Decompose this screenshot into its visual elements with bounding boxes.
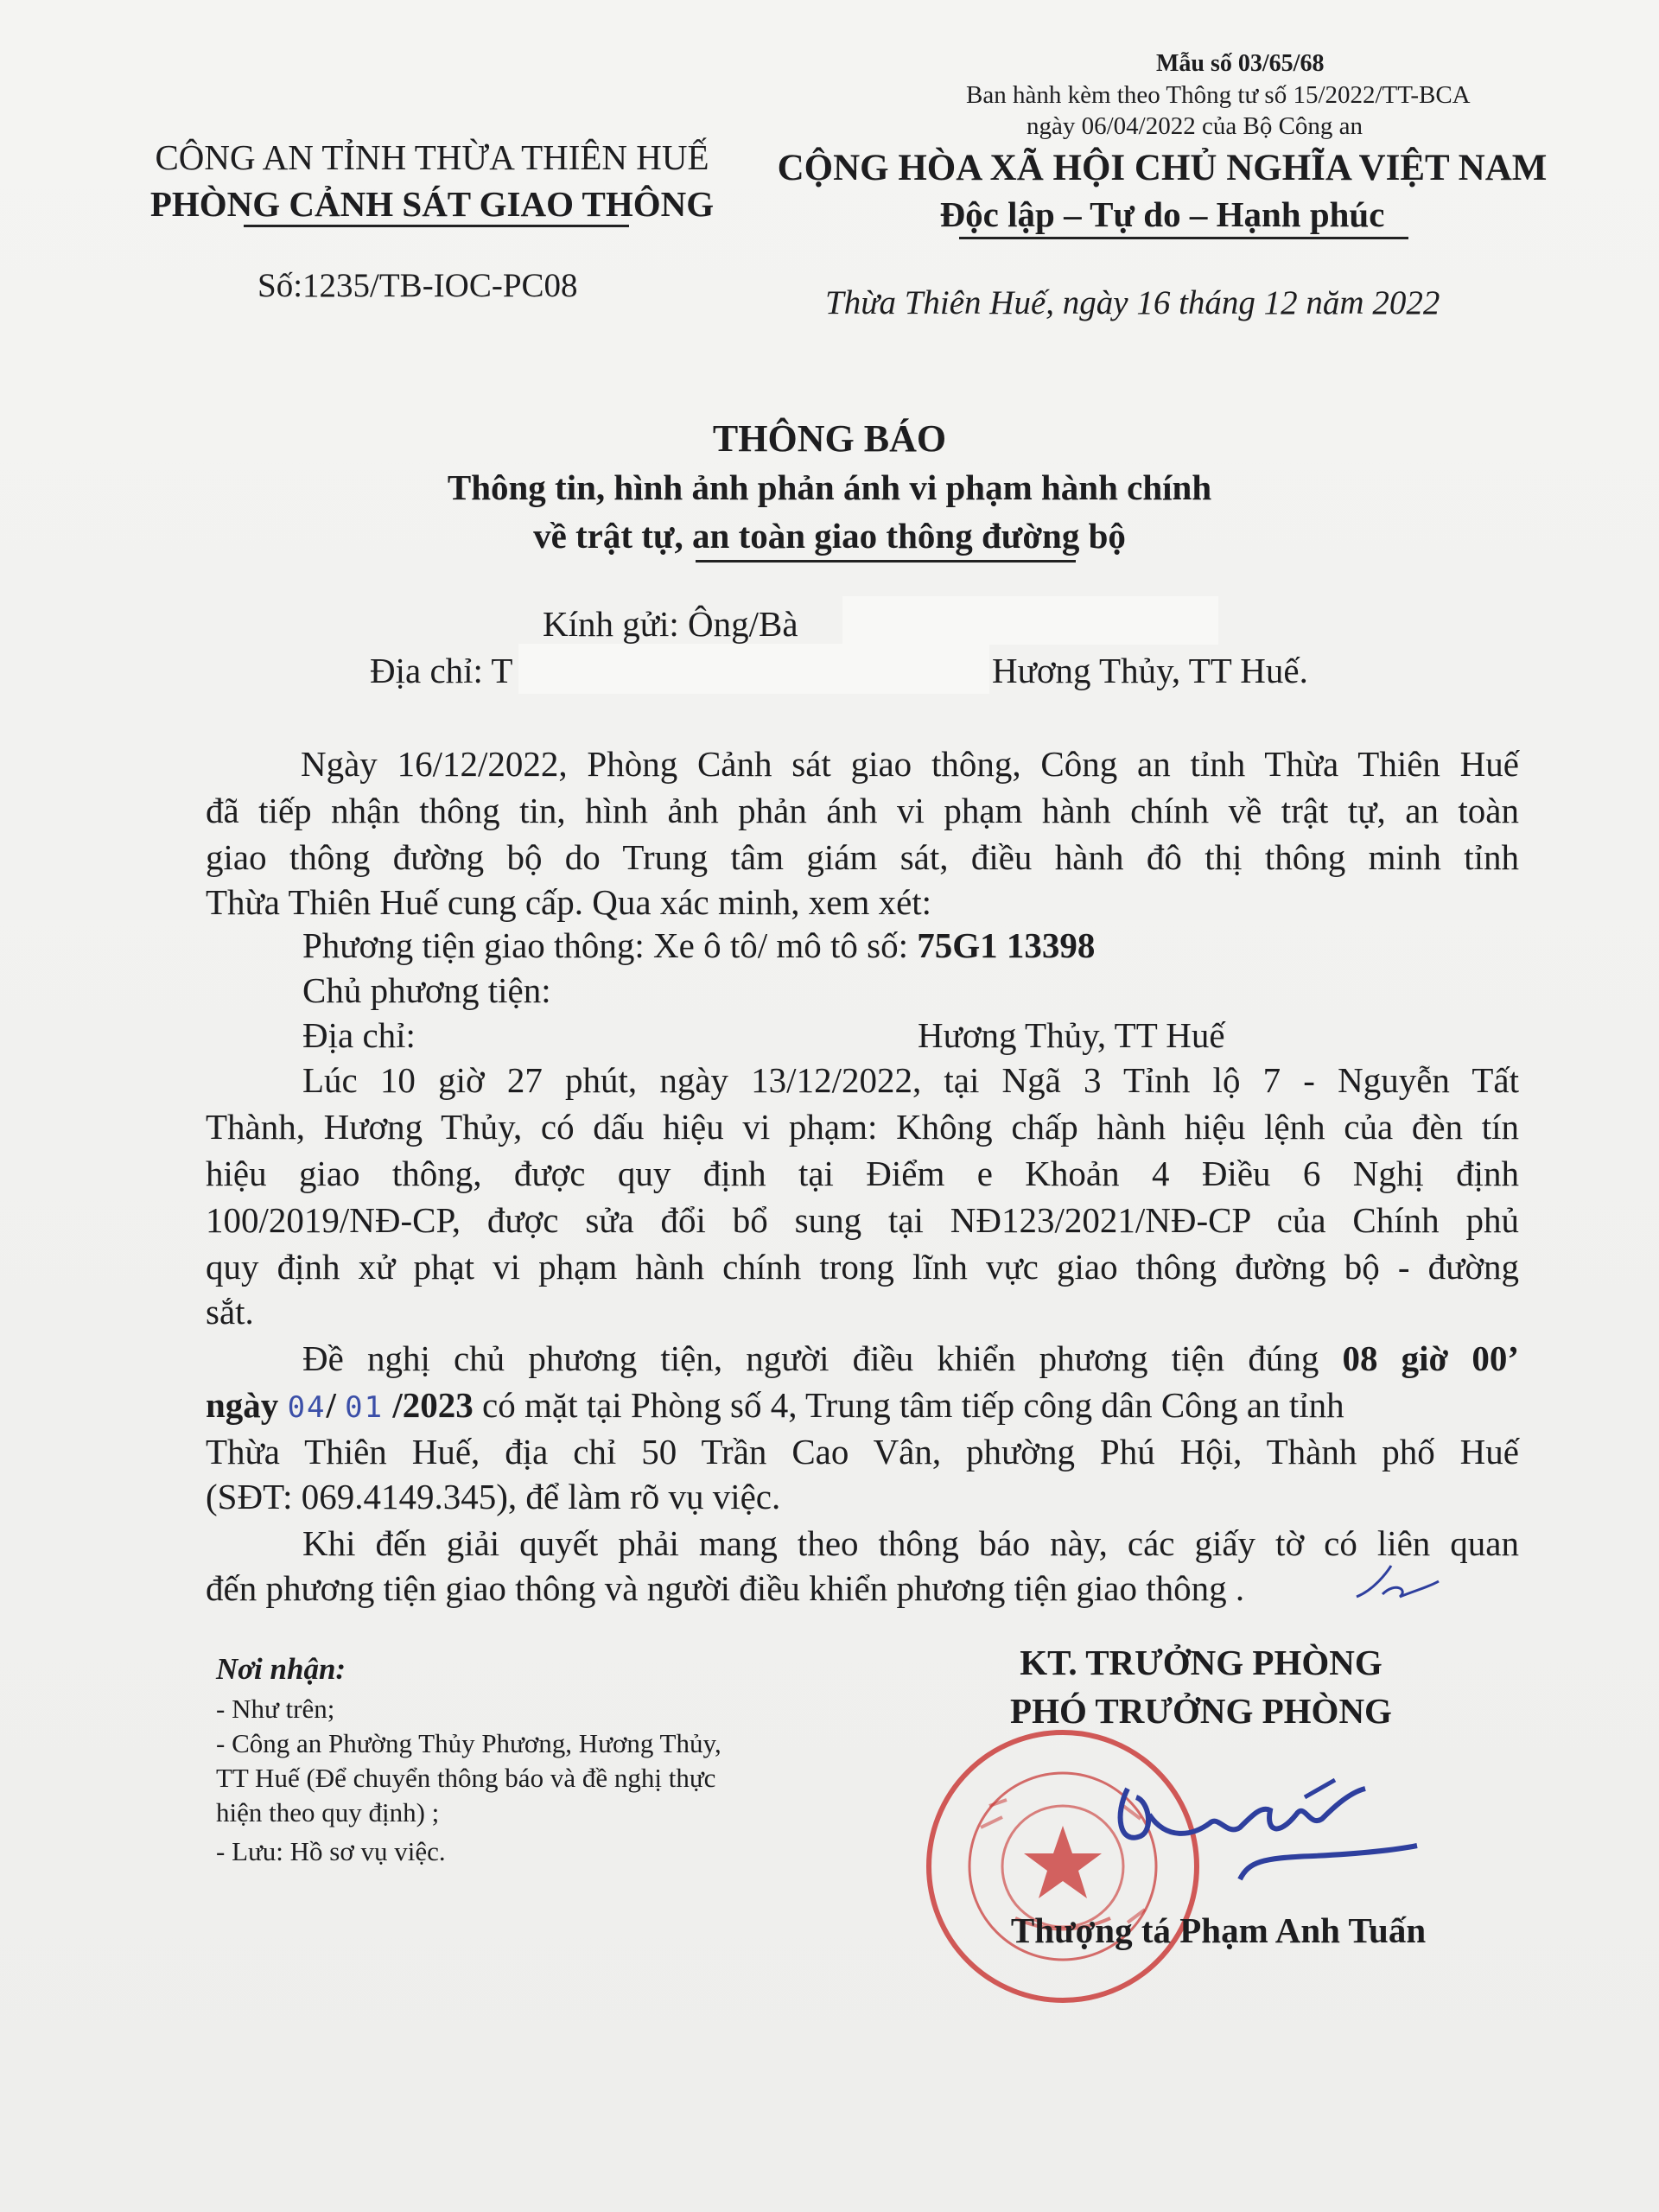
owner-address-label: Địa chỉ: [302, 1015, 416, 1055]
para2-line2: Thành, Hương Thủy, có dấu hiệu vi phạm: Không chấp hành hiệu lệnh của đèn tín [206, 1107, 1519, 1147]
handwritten-month: 01 [345, 1390, 385, 1425]
title-underline [696, 560, 1076, 563]
recipient-address-label: Địa chỉ: T [370, 651, 513, 690]
document-number: Số:1235/TB-IOC-PC08 [257, 267, 578, 304]
form-reference-line2: ngày 06/04/2022 của Bộ Công an [1027, 112, 1363, 140]
redacted-name [842, 596, 1218, 645]
vehicle-plate: 75G1 13398 [917, 925, 1096, 965]
para3-line4: (SĐT: 069.4149.345), để làm rõ vụ việc. [206, 1477, 781, 1516]
handwritten-signature-icon [1089, 1763, 1434, 1918]
recipient-item: hiện theo quy định) ; [216, 1797, 440, 1827]
para4-line2: đến phương tiện giao thông và người điều khiển phương tiện giao thông . [206, 1568, 1245, 1608]
recipient-item: - Như trên; [216, 1694, 335, 1724]
republic-title: CỘNG HÒA XÃ HỘI CHỦ NGHĨA VIỆT NAM [777, 148, 1548, 188]
para3-line3: Thừa Thiên Huế, địa chỉ 50 Trần Cao Vân, phường Phú Hội, Thành phố Huế [206, 1432, 1519, 1471]
agency-name: CÔNG AN TỈNH THỪA THIÊN HUẾ [155, 137, 709, 177]
document-subtitle-2: về trật tự, an toàn giao thông đường bộ [533, 516, 1126, 556]
department-underline [244, 225, 629, 227]
para2-line3: hiệu giao thông, được quy định tại Điểm e Khoản 4 Điều 6 Nghị định [206, 1154, 1519, 1193]
signature-title-2: PHÓ TRƯỞNG PHÒNG [1010, 1691, 1392, 1731]
para1-line3: giao thông đường bộ do Trung tâm giám sát, điều hành đô thị thông minh tỉnh [206, 837, 1519, 877]
place-and-date: Thừa Thiên Huế, ngày 16 tháng 12 năm 2022 [825, 284, 1440, 321]
para3-line1: Đề nghị chủ phương tiện, người điều khiển phương tiện đúng 08 giờ 00’ [302, 1338, 1520, 1378]
para1-line2: đã tiếp nhận thông tin, hình ảnh phản ánh vi phạm hành chính về trật tự, an toàn [206, 791, 1519, 830]
document-title: THÔNG BÁO [712, 417, 947, 460]
vehicle-line: Phương tiện giao thông: Xe ô tô/ mô tô số: 75G1 13398 [302, 925, 1096, 965]
owner-label: Chủ phương tiện: [302, 970, 551, 1010]
motto-underline [959, 237, 1408, 239]
form-reference-line1: Ban hành kèm theo Thông tư số 15/2022/TT-BCA [966, 81, 1471, 109]
recipients-title: Nơi nhận: [216, 1652, 346, 1686]
recipient-item: - Lưu: Hồ sơ vụ việc. [216, 1836, 446, 1866]
recipient-item: - Công an Phường Thủy Phương, Hương Thủy, [216, 1728, 721, 1758]
signer-name: Thượng tá Phạm Anh Tuấn [1010, 1910, 1427, 1950]
para2-line6: sắt. [206, 1292, 254, 1332]
national-motto: Độc lập – Tự do – Hạnh phúc [939, 194, 1385, 234]
para2-line5: quy định xử phạt vi phạm hành chính trong lĩnh vực giao thông đường bộ - đường [206, 1247, 1519, 1287]
initial-mark-icon [1348, 1555, 1443, 1607]
para2-line4: 100/2019/NĐ-CP, được sửa đổi bổ sung tại NĐ123/2021/NĐ-CP của Chính phủ [206, 1200, 1519, 1240]
para1-line1: Ngày 16/12/2022, Phòng Cảnh sát giao thông, Công an tỉnh Thừa Thiên Huế [301, 744, 1519, 784]
redacted-address [518, 644, 989, 694]
para2-line1: Lúc 10 giờ 27 phút, ngày 13/12/2022, tại Ngã 3 Tỉnh lộ 7 - Nguyễn Tất [302, 1060, 1519, 1100]
document-subtitle-1: Thông tin, hình ảnh phản ánh vi phạm hành chính [447, 467, 1212, 507]
recipient-address-end: Hương Thủy, TT Huế. [992, 651, 1308, 690]
signature-title-1: KT. TRƯỞNG PHÒNG [1020, 1643, 1382, 1682]
para4-line1: Khi đến giải quyết phải mang theo thông báo này, các giấy tờ có liên quan [302, 1523, 1519, 1563]
handwritten-day: 04 [287, 1390, 327, 1425]
department-name: PHÒNG CẢNH SÁT GIAO THÔNG [149, 184, 715, 224]
form-number: Mẫu số 03/65/68 [1156, 50, 1325, 77]
para3-line2: ngày 04/ 01 /2023 có mặt tại Phòng số 4, Trung tâm tiếp công dân Công an tỉnh [206, 1385, 1344, 1425]
para1-line4: Thừa Thiên Huế cung cấp. Qua xác minh, xem xét: [206, 882, 932, 922]
recipient-item: TT Huế (Để chuyển thông báo và đề nghị thực [216, 1763, 716, 1793]
greeting: Kính gửi: Ông/Bà [543, 604, 798, 644]
owner-address-end: Hương Thủy, TT Huế [918, 1015, 1225, 1055]
